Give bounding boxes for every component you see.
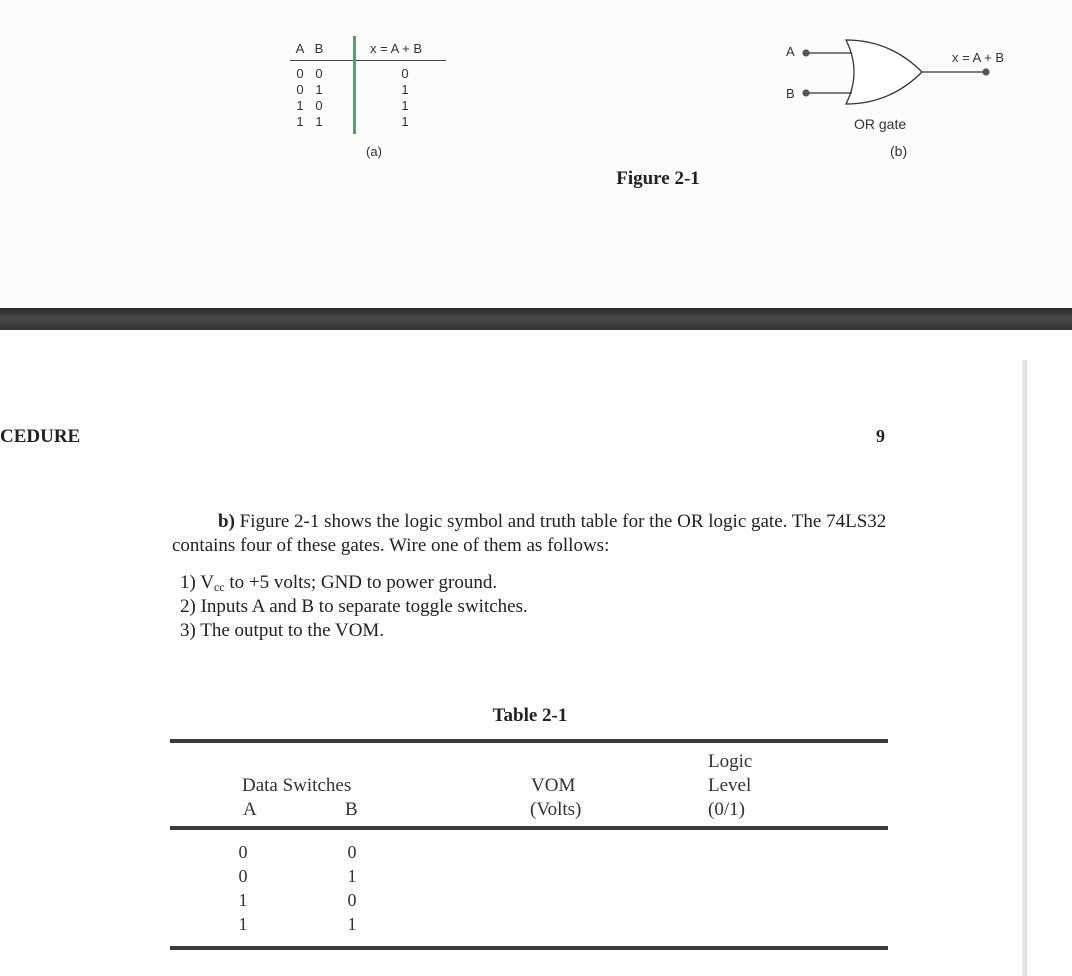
table-cell: 1 [347,866,357,886]
gate-name-label: OR gate [854,116,907,132]
tt-header-rule [290,60,446,61]
tt-cell: 1 [401,98,409,113]
table-cell: 0 [238,866,248,886]
page-number: 9 [876,426,885,446]
running-header: CEDURE [0,426,81,447]
tt-cell: 1 [296,98,304,113]
table-cell: 0 [347,890,357,910]
tt-sublabel: (a) [366,144,382,159]
tt-cell: 0 [296,82,304,97]
tt-cell: 1 [401,114,409,129]
table-header-rule [170,826,888,830]
gate-sublabel: (b) [890,143,908,159]
table-cell: 0 [238,842,248,862]
tt-cell: 0 [401,66,409,81]
table-top-rule [170,739,888,743]
wiring-steps [180,571,528,643]
page-edge [1022,360,1027,976]
gate-output-label: x = A + B [952,50,1005,65]
col-header-a: A [243,799,257,820]
page-divider [0,308,1072,330]
table-title: Table 2-1 [492,705,568,726]
input-a-terminal [802,49,809,56]
tt-cell: 0 [315,98,323,113]
step-item: 1) $V_{cc}$ to +5 volts; GND to power ground. [180,572,498,594]
tt-header-b: B [314,41,324,56]
table-cell: 1 [238,914,248,934]
col-header-vom: VOM [531,775,576,796]
input-b-terminal [802,89,809,96]
tt-separator [353,36,356,134]
col-header-range: (0/1) [708,799,745,820]
or-gate-symbol [846,40,922,104]
col-header-b: B [345,799,358,820]
tt-cell: 0 [296,66,304,81]
instruction-paragraph [172,510,888,558]
col-header-data-switches: Data Switches [242,775,352,796]
output-terminal [982,68,989,75]
table-cell: 1 [347,914,357,934]
tt-cell: 1 [401,82,409,97]
col-header-logic: Logic [708,751,753,772]
tt-cell: 0 [315,66,323,81]
paragraph-text: Figure 2-1 shows the logic symbol and truth table for the OR logic gate. The 74LS32 contains four of these gates. Wire one of them as follows: [172,511,887,556]
tt-cell: 1 [296,114,304,129]
tt-cell: 1 [315,82,323,97]
col-header-level: Level [708,775,752,796]
tt-cell: 1 [315,114,323,129]
table-bottom-rule [170,946,888,950]
step-item: 2) Inputs A and B to separate toggle switches. [180,596,528,617]
step-item: 3) The output to the VOM. [180,620,385,641]
tt-header-x: x = A + B [370,41,423,56]
tt-header-a: A [295,41,305,56]
col-header-vom-units: (Volts) [530,799,582,820]
document-page [0,330,1072,976]
paragraph-label: b) [218,511,235,532]
figure-caption: Figure 2-1 [616,168,700,189]
gate-input-a-label: A [786,44,795,59]
table-cell: 0 [347,842,357,862]
table-cell: 1 [238,890,248,910]
gate-input-b-label: B [786,86,795,101]
